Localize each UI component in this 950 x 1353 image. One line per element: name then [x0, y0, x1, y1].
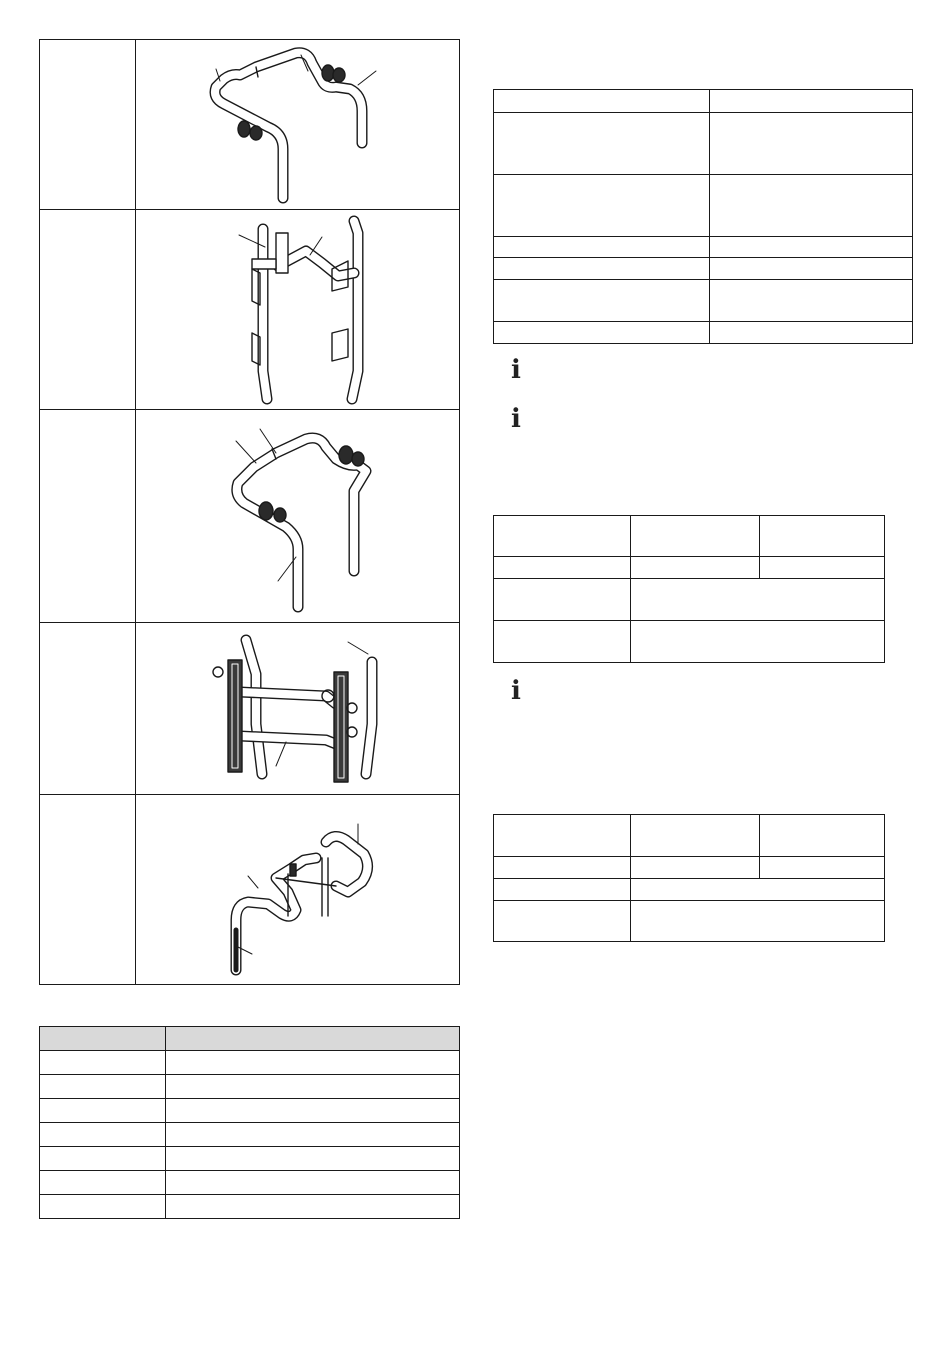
table-header-row [40, 1027, 460, 1051]
table-row [40, 1099, 460, 1123]
table-cell [494, 322, 710, 344]
table-cell [40, 1123, 166, 1147]
figure-row [40, 623, 460, 795]
table-cell [40, 1195, 166, 1219]
table-row [494, 322, 913, 344]
table-row [494, 557, 885, 579]
figure-cell [136, 410, 460, 623]
table-cell [494, 557, 631, 579]
table-cell [710, 322, 913, 344]
fixed-backrest-frame-illustration [136, 211, 459, 409]
info-icon: ℹ [511, 404, 521, 434]
table-cell [494, 901, 631, 942]
table-cell [631, 857, 760, 879]
table-row [40, 1123, 460, 1147]
table-cell [494, 258, 710, 280]
figure-row [40, 210, 460, 410]
table-cell [166, 1171, 460, 1195]
right-bottom-table [493, 814, 885, 942]
table-cell [40, 1171, 166, 1195]
table-cell [494, 237, 710, 258]
table-cell [494, 516, 631, 557]
table-row [494, 237, 913, 258]
table-cell [631, 815, 760, 857]
table-cell [710, 237, 913, 258]
right-mid-table [493, 515, 885, 663]
table-cell [760, 815, 885, 857]
table-row [494, 815, 885, 857]
figure-row [40, 40, 460, 210]
table-cell [40, 1099, 166, 1123]
figure-row [40, 410, 460, 623]
info-icon: ℹ [511, 676, 521, 706]
table-cell [760, 516, 885, 557]
table-cell [494, 879, 631, 901]
armrest-frame-variant-illustration [136, 411, 459, 622]
figure-label-cell [40, 210, 136, 410]
table-cell [710, 280, 913, 322]
table-cell [631, 516, 760, 557]
table-cell [494, 90, 710, 113]
figure-label-cell [40, 410, 136, 623]
armrest-frame-illustration [136, 41, 459, 209]
table-row [494, 113, 913, 175]
table-cell [494, 815, 631, 857]
table-cell [760, 557, 885, 579]
table-cell [494, 621, 631, 663]
table-cell [710, 258, 913, 280]
table-row [40, 1147, 460, 1171]
table-header-cell [40, 1027, 166, 1051]
table-row [40, 1051, 460, 1075]
figure-row [40, 795, 460, 985]
figure-cell [136, 40, 460, 210]
table-row [494, 621, 885, 663]
figure-label-cell [40, 795, 136, 985]
table-cell [40, 1051, 166, 1075]
figure-table [39, 39, 460, 985]
info-icon: ℹ [511, 355, 521, 385]
table-cell [494, 113, 710, 175]
table-cell [40, 1147, 166, 1171]
table-cell [710, 113, 913, 175]
table-row [494, 258, 913, 280]
table-row [494, 879, 885, 901]
table-cell [631, 579, 885, 621]
table-row [40, 1195, 460, 1219]
table-cell [166, 1051, 460, 1075]
table-row [494, 280, 913, 322]
table-row [494, 579, 885, 621]
figure-cell [136, 210, 460, 410]
table-cell [166, 1195, 460, 1219]
folding-push-handle-illustration [136, 796, 459, 984]
figure-label-cell [40, 40, 136, 210]
table-row [494, 516, 885, 557]
table-cell [710, 175, 913, 237]
table-cell [166, 1075, 460, 1099]
table-cell [631, 879, 885, 901]
table-row [494, 857, 885, 879]
backrest-frame-side-guides-illustration [136, 624, 459, 794]
table-cell [40, 1075, 166, 1099]
table-cell [494, 175, 710, 237]
table-cell [166, 1123, 460, 1147]
table-cell [494, 579, 631, 621]
table-cell [494, 280, 710, 322]
table-header-cell [166, 1027, 460, 1051]
table-row [40, 1171, 460, 1195]
table-row [40, 1075, 460, 1099]
table-cell [494, 857, 631, 879]
table-cell [631, 621, 885, 663]
table-row [494, 175, 913, 237]
table-row [494, 90, 913, 113]
figure-cell [136, 795, 460, 985]
table-cell [166, 1099, 460, 1123]
figure-cell [136, 623, 460, 795]
table-cell [710, 90, 913, 113]
table-cell [631, 557, 760, 579]
table-cell [166, 1147, 460, 1171]
table-row [494, 901, 885, 942]
table-cell [631, 901, 885, 942]
figure-label-cell [40, 623, 136, 795]
bottom-left-table [39, 1026, 460, 1219]
table-cell [760, 857, 885, 879]
right-top-table [493, 89, 913, 344]
